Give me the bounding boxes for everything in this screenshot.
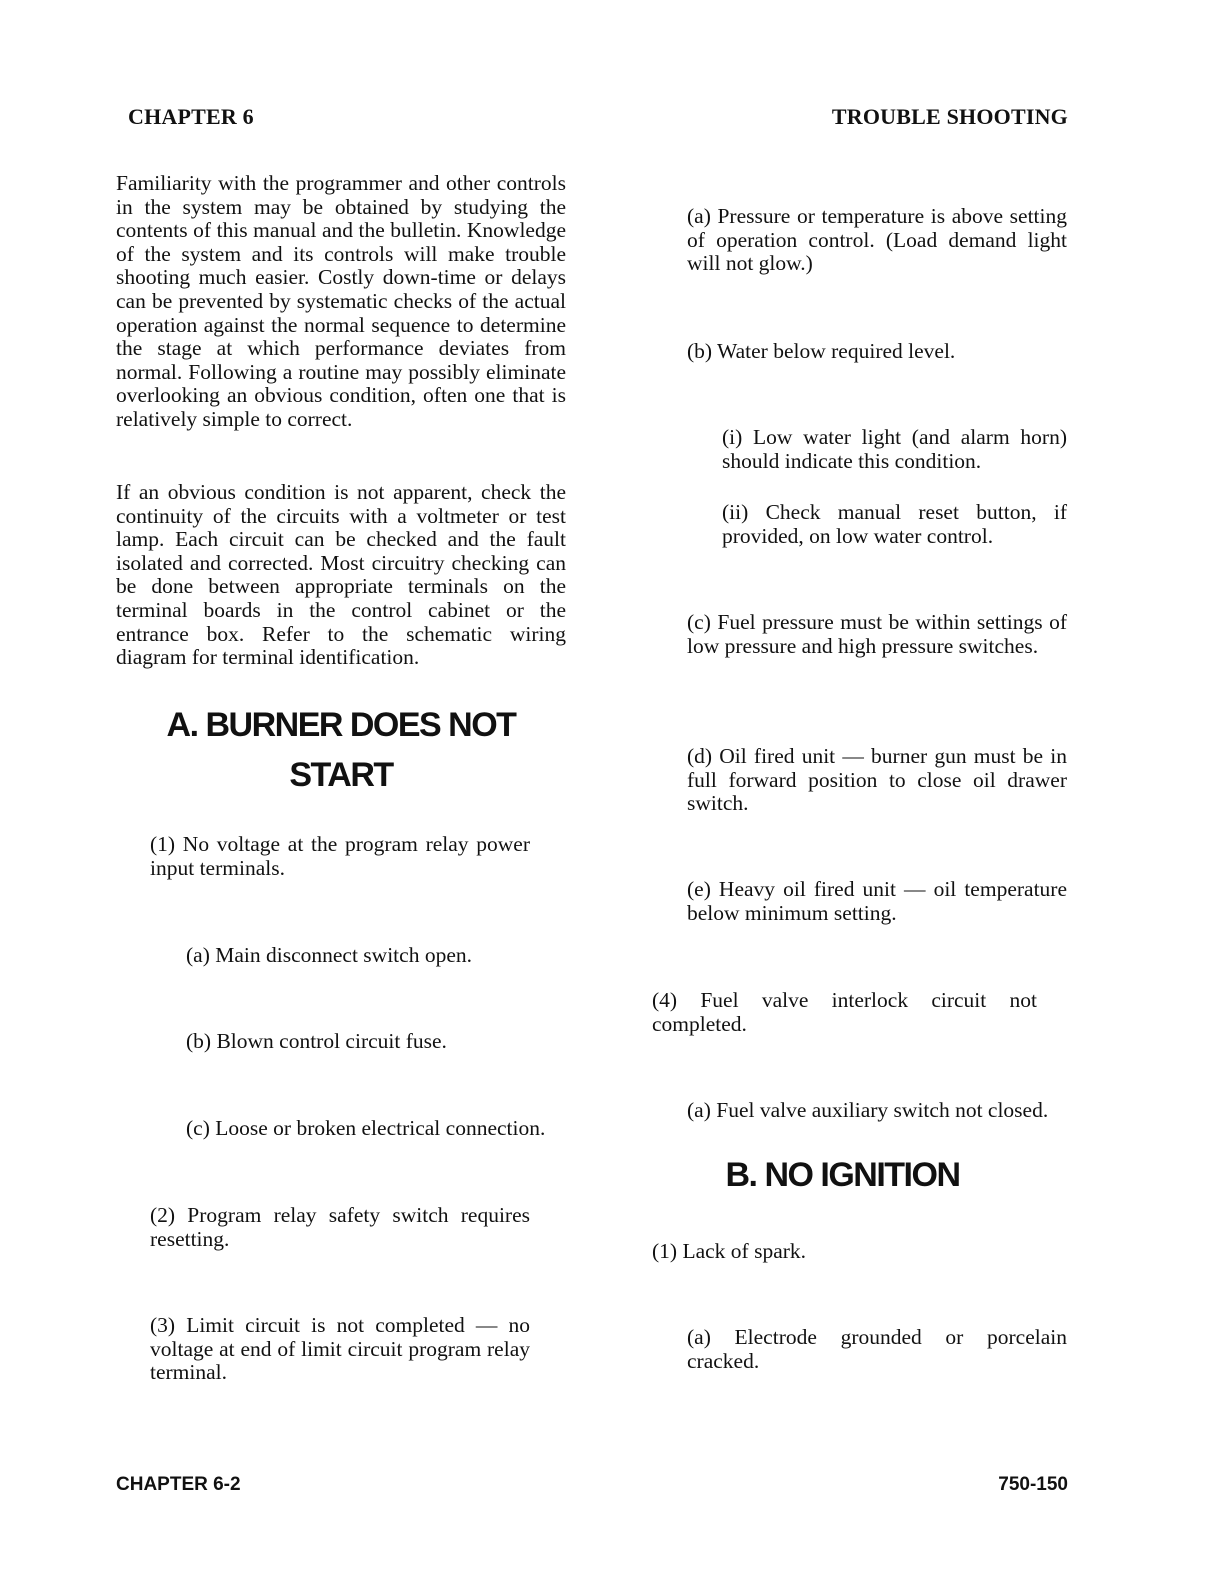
item-a-4a: (a) Fuel valve auxiliary switch not closed.	[687, 1098, 1049, 1122]
item-a-1b: (b) Blown control circuit fuse.	[186, 1029, 447, 1053]
footer-chapter-page: CHAPTER 6-2	[116, 1474, 241, 1495]
intro-paragraph-2: If an obvious condition is not apparent, check the continuity of the circuits with a voltmeter or test lamp. Each circuit can be checked and the fault isolated and corrected. Most circuitry checking can be done between appropriate terminals on the terminal boards in the control cabinet or the entrance box. Refer to the schematic wiring diagram for terminal identification.	[116, 480, 566, 670]
item-a-3e: (e) Heavy oil fired unit — oil temperature below minimum setting.	[687, 877, 1067, 925]
item-a-1a: (a) Main disconnect switch open.	[186, 943, 472, 967]
item-a-1c: (c) Loose or broken electrical connection.	[186, 1116, 546, 1140]
intro-paragraph-1: Familiarity with the programmer and other controls in the system may be obtained by studying the contents of this manual and the bulletin. Knowledge of the system and its controls will make trouble shooting much easier. Costly down-time or delays can be prevented by systematic checks of the actual operation against the normal sequence to determine the stage at which performance deviates from normal. Following a routine may possibly eliminate overlooking an obvious condition, often one that is relatively simple to correct.	[116, 171, 566, 431]
item-a-3b-ii: (ii) Check manual reset button, if provided, on low water control.	[722, 500, 1067, 548]
item-a-3b-i: (i) Low water light (and alarm horn) should indicate this condition.	[722, 425, 1067, 473]
item-a-1: (1) No voltage at the program relay power input terminals.	[150, 832, 530, 880]
section-title: TROUBLE SHOOTING	[831, 104, 1068, 129]
item-a-3c: (c) Fuel pressure must be within settings of low pressure and high pressure switches.	[687, 610, 1067, 658]
item-a-2: (2) Program relay safety switch requires resetting.	[150, 1203, 530, 1251]
item-a-3d: (d) Oil fired unit — burner gun must be in full forward position to close oil drawer switch.	[687, 744, 1067, 816]
section-b-heading: B. NO IGNITION	[725, 1156, 960, 1194]
item-b-1a: (a) Electrode grounded or porcelain cracked.	[687, 1325, 1067, 1373]
chapter-label: CHAPTER 6	[128, 104, 254, 129]
footer-document-number: 750-150	[998, 1474, 1068, 1495]
item-a-3: (3) Limit circuit is not completed — no voltage at end of limit circuit program relay terminal.	[150, 1313, 530, 1385]
item-a-3b: (b) Water below required level.	[687, 339, 956, 363]
item-a-4: (4) Fuel valve interlock circuit not completed.	[652, 988, 1037, 1036]
section-a-heading: A. BURNER DOES NOT START	[166, 706, 516, 794]
item-b-1: (1) Lack of spark.	[652, 1239, 807, 1263]
item-a-3a: (a) Pressure or temperature is above setting of operation control. (Load demand light will not glow.)	[687, 204, 1067, 276]
